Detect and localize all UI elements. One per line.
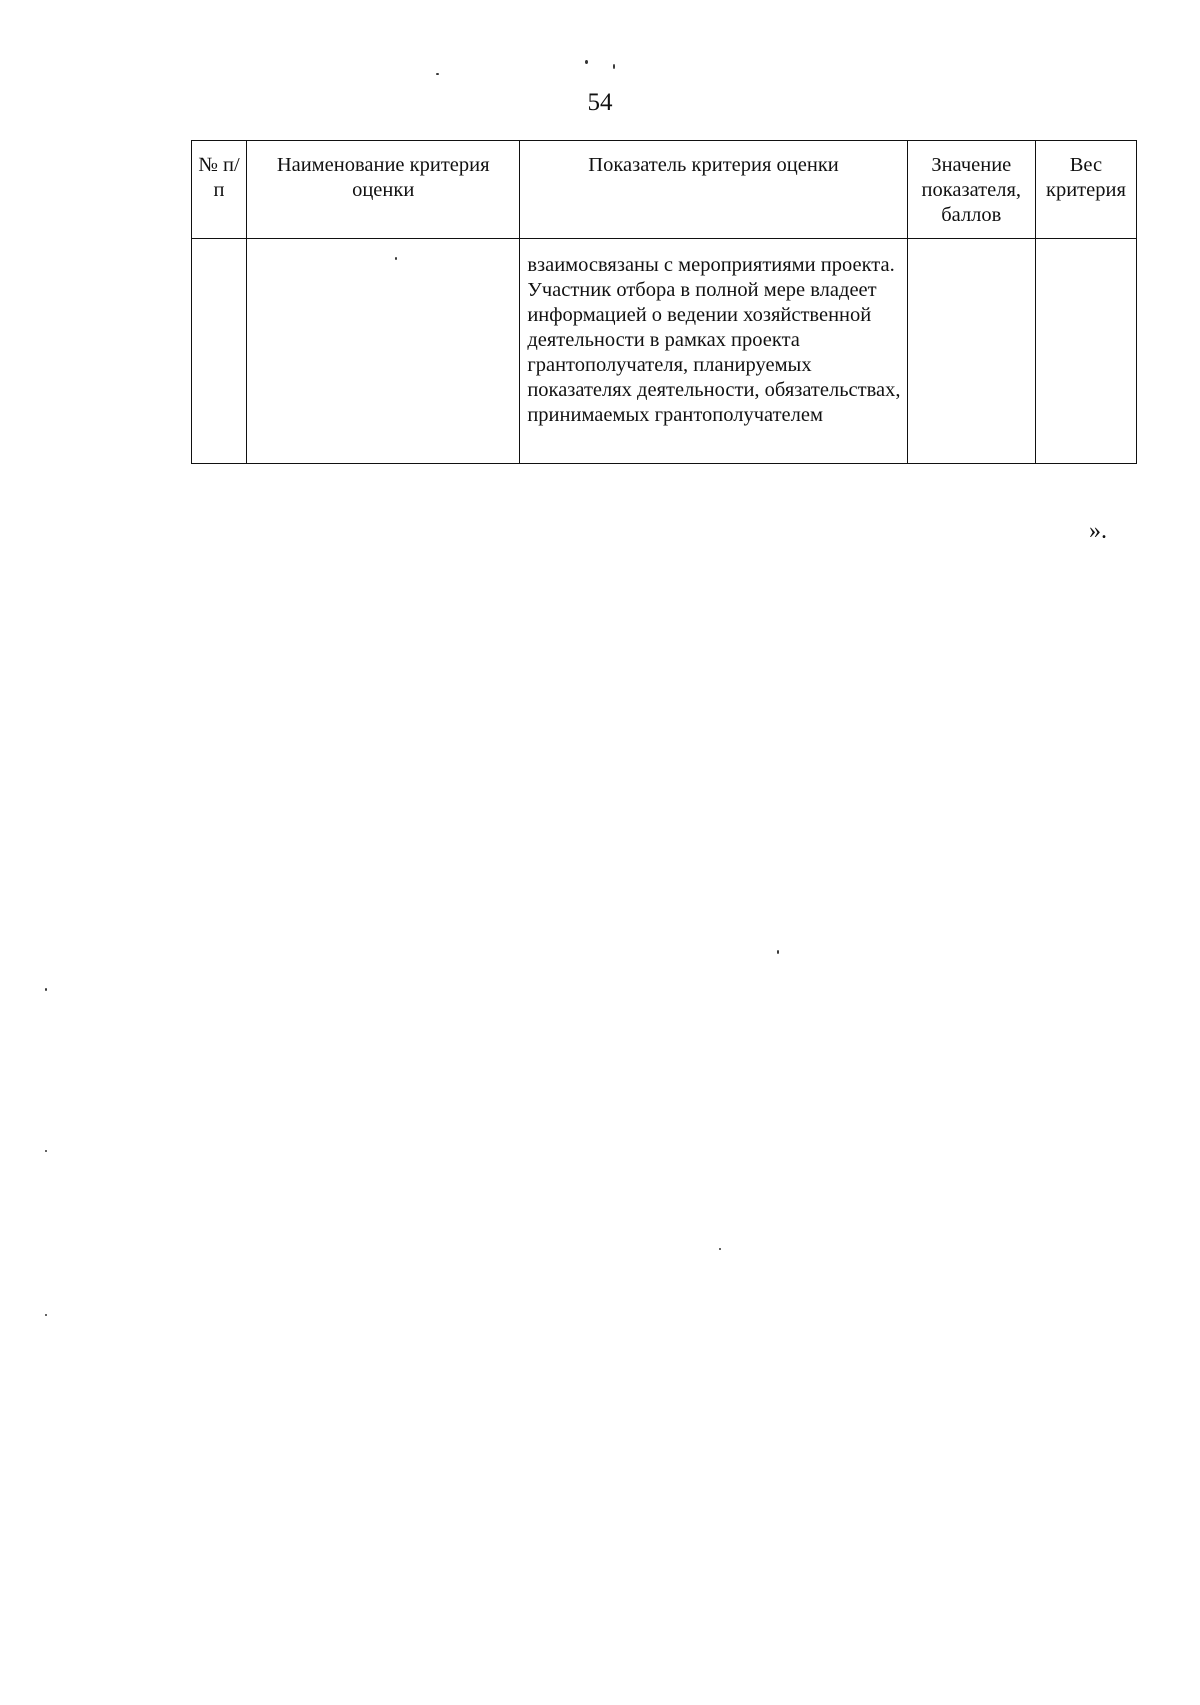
closing-quote-mark: ». [1089, 518, 1107, 544]
scan-speck [45, 1314, 47, 1316]
scan-speck [45, 1150, 47, 1152]
header-criterion-indicator: Показатель критерия оценки [520, 141, 907, 239]
scan-speck [777, 950, 779, 954]
cell-criterion-weight [1035, 239, 1136, 464]
criteria-table [191, 140, 1137, 464]
cell-criterion-name [247, 239, 520, 464]
header-criterion-weight: Вес критерия [1035, 141, 1136, 239]
cell-num [192, 239, 247, 464]
scan-speck [719, 1248, 721, 1250]
header-indicator-value: Значение показателя, баллов [907, 141, 1035, 239]
scan-speck [585, 60, 588, 64]
scan-speck [45, 988, 47, 991]
header-num: № п/п [192, 141, 247, 239]
header-criterion-name: Наименование критерия оценки [247, 141, 520, 239]
table-row [192, 239, 1137, 464]
table-header-row [192, 141, 1137, 239]
scan-speck [436, 73, 439, 75]
cell-indicator-value [907, 239, 1035, 464]
scan-speck [395, 257, 397, 260]
page-number: 54 [587, 89, 613, 116]
cell-criterion-indicator: взаимосвязаны с мероприятиями проекта. Участник отбора в полной мере владеет информацией о ведении хозяйственной деятельности в рамках проекта грантополучателя, планируемых показателях деятельности, обязательствах, принимаемых грантополучателем [520, 239, 907, 464]
scan-speck [613, 64, 615, 69]
